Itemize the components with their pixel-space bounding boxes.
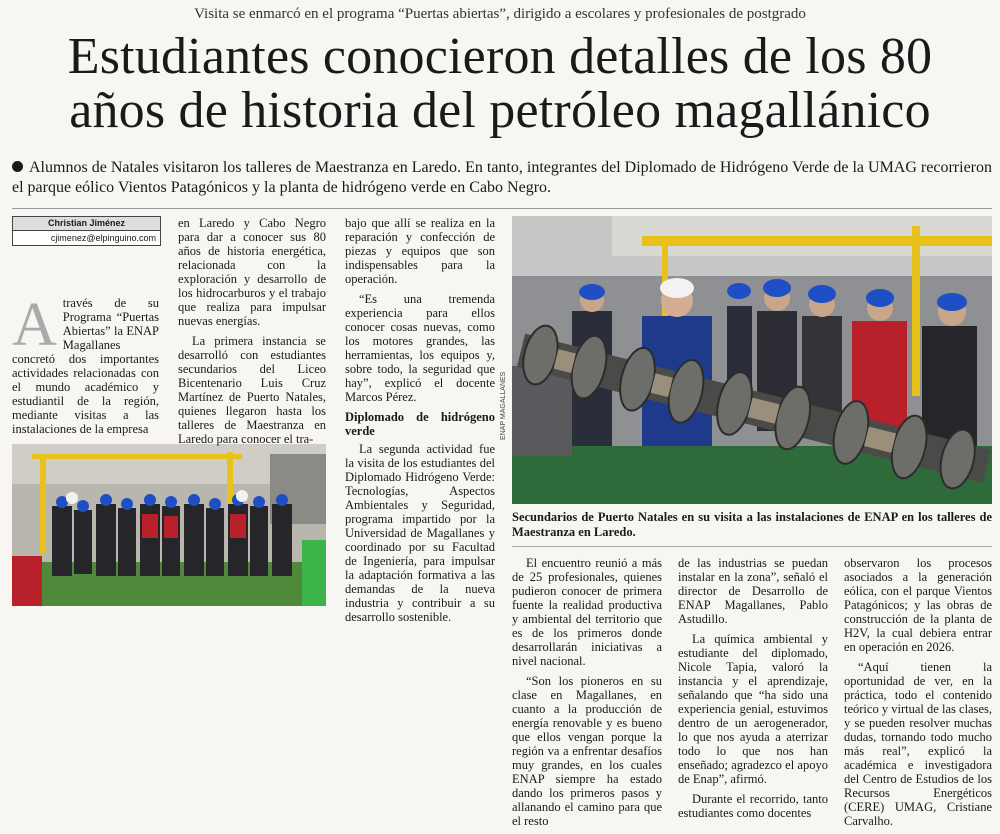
byline-box [12,216,161,246]
paragraph: El encuentro reunió a más de 25 profesionales, quienes pudieron conocer de primera fuente la realidad productiva y ambiental del territorio que es de los primeros donde desarrollarán iniciativas a nivel nacional. [512,556,662,668]
photo-caption: Secundarios de Puerto Natales en su visita a las instalaciones de ENAP en los talleres de Maestranza en Laredo. [512,510,992,539]
article-column-3 [345,216,495,630]
photo-credit: ENAP MAGALLANES [500,371,507,440]
paragraph: “Aquí tienen la oportunidad de ver, en la práctica, todo el contenido teórico y virtual de las clases, y se pueden resolver muchas dudas, tornando todo mucho más real”, explicó la académica e investigadora del Centro de Estudios de los Recursos Energéticos (CERE) UMAG, Cristiane Carvalho. [844,660,992,828]
article-column-6 [844,556,992,834]
paragraph: “Es una tremenda experiencia para ellos conocer cosas nuevas, como los motores grandes, las herramientas, los equipos y, sobre todo, la seguridad que hay”, explicó el docente Marcos Pérez. [345,292,495,404]
group-photo-illustration [12,444,326,606]
article-column-4 [512,556,662,834]
headline [0,30,1000,138]
paragraph [12,291,159,436]
subheading: Diplomado de hidrógeno verde [345,410,495,438]
bullet-icon [12,161,23,172]
paragraph: en Laredo y Cabo Negro para dar a conocer sus 80 años de historia energética, relacionada con la exploración y desarrollo de los hidrocarburos y el trabajo que realiza para impulsar nuevas energías. [178,216,326,328]
paragraph: La segunda actividad fue la visita de los estudiantes del Diplomado Hidrógeno Verde: Tecnologías, Aspectos Ambientales y Seguridad, programa impartido por la Universidad de Magallanes y coordinado por su Facultad de Ingeniería, para impulsar la adaptación formativa a las demandas de la nueva industria y contribuir a su desarrollo sostenible. [345,442,495,624]
caption-divider [512,546,992,547]
paragraph: observaron los procesos asociados a la generación eólica, con el parque Vientos Patagónicos; y las obras de construcción de la planta de H2V, la cual debiera entrar en operación en 2026. [844,556,992,654]
headline-line-1: Estudiantes conocieron detalles de los 80 [67,28,933,85]
lead-text: Alumnos de Natales visitaron los talleres de Maestranza en Laredo. En tanto, integrantes del Diplomado de Hidrógeno Verde de la UMAG recorrieron el parque eólico Vientos Patagónicos y la planta de hidrógeno verde en Cabo Negro. [12,159,992,196]
headline-line-2: años de historia del petróleo magallánico [69,82,931,139]
paragraph: Durante el recorrido, tanto estudiantes como docentes [678,792,828,820]
main-photo-illustration [512,216,992,504]
paragraph-text: través de su Programa “Puertas Abiertas” la ENAP Magallanes concretó dos importantes actividades relacionadas con el mundo académico y estudiantil de la región, mediante visitas a las instalaciones de la empresa [12,296,159,436]
paragraph: La primera instancia se desarrolló con estudiantes secundarios del Liceo Bicentenario Luis Cruz Martínez de Puerto Natales, quienes llegaron hasta los talleres de Maestranza en Laredo para conocer el tra- [178,334,326,446]
main-photo [512,216,992,504]
article-column-1 [12,291,159,442]
article-column-2 [178,216,326,452]
paragraph: La química ambiental y estudiante del diplomado, Nicole Tapia, valoró la instancia y el aprendizaje, señalando que “ha sido una experiencia genial, estuvimos dentro de un aerogenerador, lo que nos ayuda a aterrizar todo lo que nos han enseñado; agradezco el apoyo de Enap”, afirmó. [678,632,828,786]
article-column-5 [678,556,828,826]
byline-email: cjimenez@elpinguino.com [50,233,156,243]
byline-name: Christian Jiménez [13,217,160,231]
group-photo [12,444,326,606]
paragraph: “Son los pioneros en su clase en Magallanes, en cuanto a la producción de energía renovable y es bueno que ellos vengan porque la región va a enfrentar desafíos muy grandes, en los cuales ENAP siempre ha estado dando los primeros pasos y allanando el camino para que el resto [512,674,662,828]
section-divider [12,208,992,209]
paragraph: de las industrias se puedan instalar en la zona”, señaló el director de Desarrollo de ENAP Magallanes, Pablo Astudillo. [678,556,828,626]
lead-paragraph [12,158,992,198]
paragraph: bajo que allí se realiza en la reparación y confección de piezas y equipos que son indispensables para la operación. [345,216,495,286]
kicker: Visita se enmarcó en el programa “Puertas abiertas”, dirigido a escolares y profesionales de postgrado [194,6,806,22]
drop-cap: A [12,291,57,359]
